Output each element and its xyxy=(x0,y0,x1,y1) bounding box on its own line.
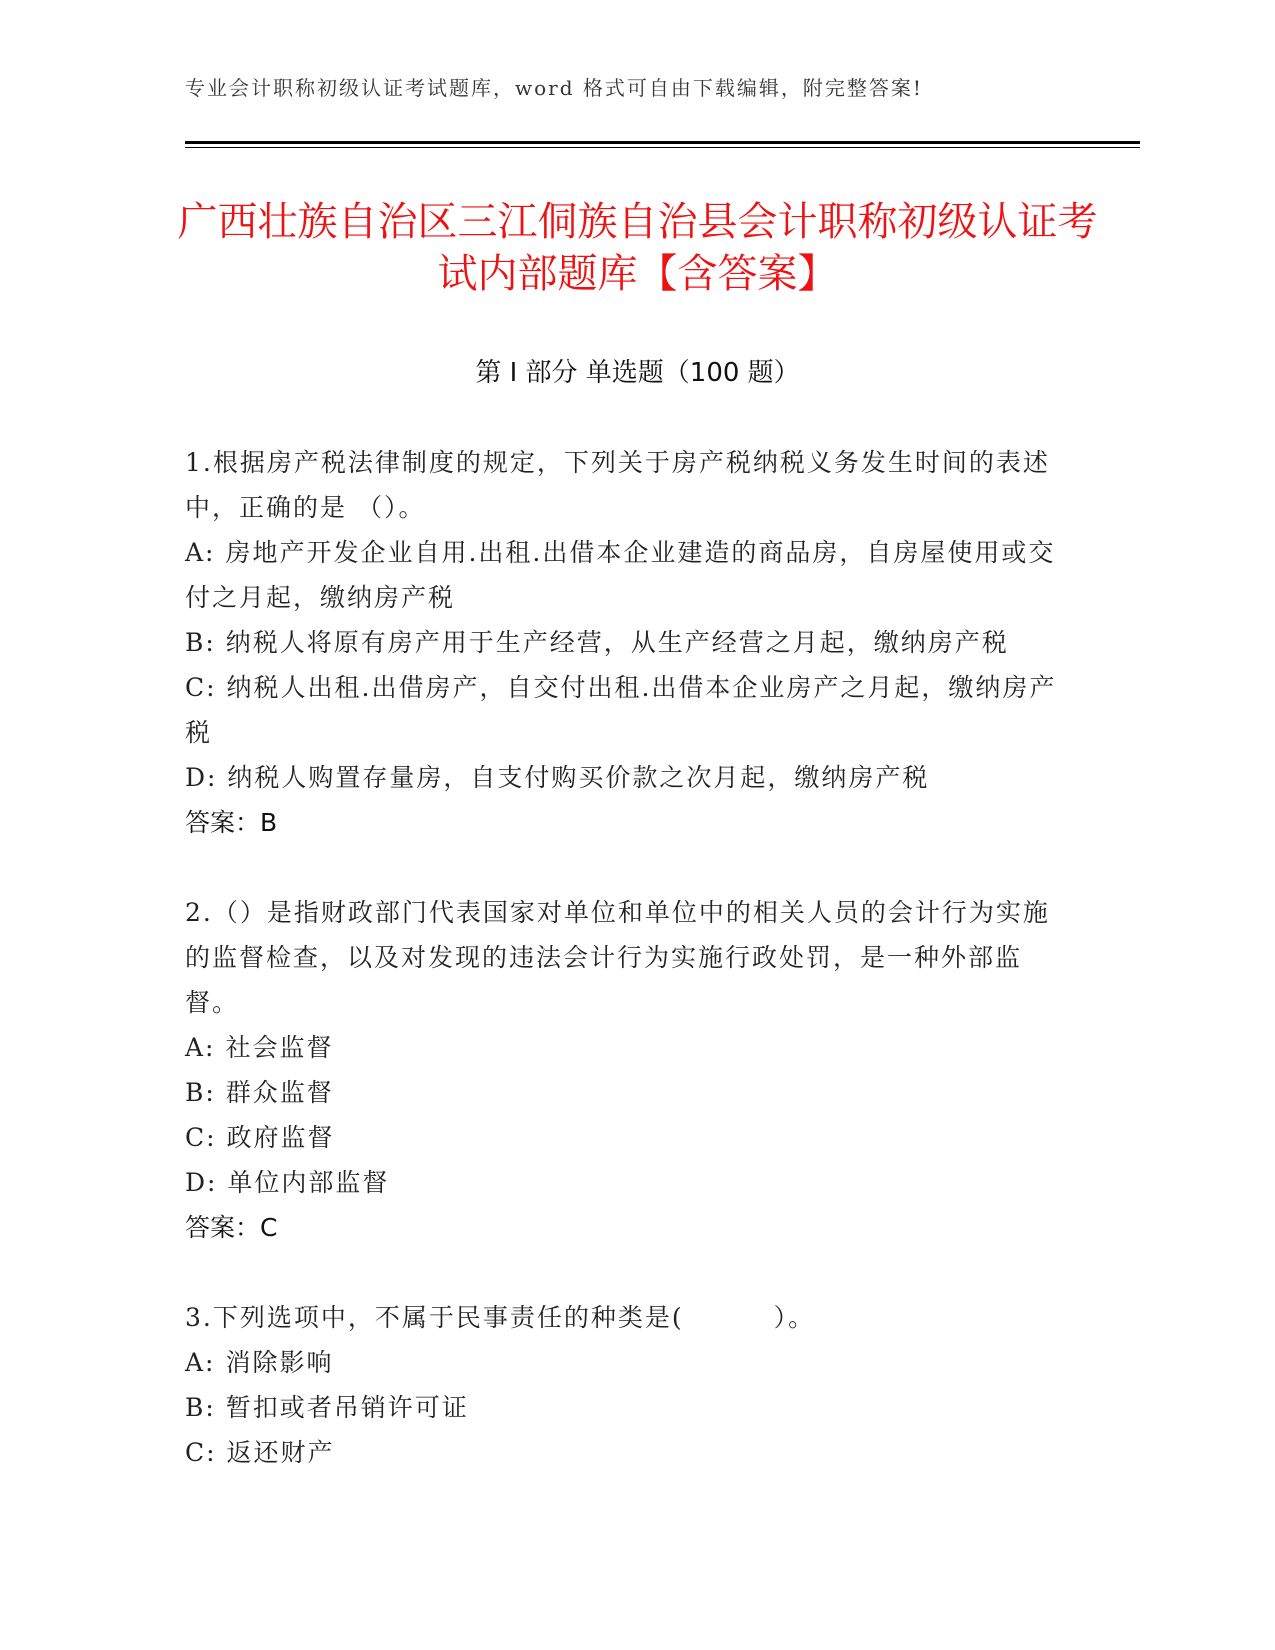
document-title: 广西壮族自治区三江侗族自治县会计职称初级认证考试内部题库【含答案】 xyxy=(177,199,1098,297)
option-text: 政府监督 xyxy=(226,1123,335,1152)
option-text: 消除影响 xyxy=(225,1348,334,1377)
option-text: 纳税人购置存量房，自支付购买价款之次月起，缴纳房产税 xyxy=(227,763,930,792)
question-2 xyxy=(185,890,1065,1250)
option-label: D: xyxy=(185,763,218,792)
header-rule-thin xyxy=(185,147,1140,148)
option-text: 纳税人出租.出借房产，自交付出租.出借本企业房产之月起，缴纳房产税 xyxy=(185,673,1057,747)
option-text: 纳税人将原有房产用于生产经营，从生产经营之月起，缴纳房产税 xyxy=(225,628,1009,657)
option-label: B: xyxy=(185,1078,216,1107)
option-a xyxy=(185,1340,1065,1385)
option-text: 返还财产 xyxy=(226,1438,335,1467)
answer: 答案：B xyxy=(185,808,278,837)
option-text: 社会监督 xyxy=(225,1033,334,1062)
question-stem xyxy=(185,1295,1065,1340)
option-b xyxy=(185,1385,1065,1430)
question-1 xyxy=(185,440,1065,845)
option-d xyxy=(185,755,1065,800)
option-a xyxy=(185,1025,1065,1070)
option-text: 房地产开发企业自用.出租.出借本企业建造的商品房，自房屋使用或交付之月起，缴纳房产税 xyxy=(185,538,1056,612)
question-stem: 2.（）是指财政部门代表国家对单位和单位中的相关人员的会计行为实施的监督检查，以及对发现的违法会计行为实施行政处罚，是一种外部监督。 xyxy=(185,898,1050,1017)
option-c xyxy=(185,1430,1065,1475)
option-label: B: xyxy=(185,628,216,657)
option-text: 单位内部监督 xyxy=(227,1168,390,1197)
option-c xyxy=(185,665,1065,755)
header-note: 专业会计职称初级认证考试题库，word 格式可自由下载编辑，附完整答案! xyxy=(185,76,923,100)
option-label: C: xyxy=(185,1123,217,1152)
option-c xyxy=(185,1115,1065,1160)
question-list xyxy=(185,440,1065,1520)
question-stem-start: 3.下列选项中，不属于民事责任的种类是( xyxy=(185,1303,684,1332)
section-title: 第 I 部分 单选题（100 题） xyxy=(475,358,800,388)
option-label: A: xyxy=(185,538,216,567)
header-rule-thick xyxy=(185,141,1140,144)
option-b xyxy=(185,620,1065,665)
option-label: C: xyxy=(185,1438,217,1467)
question-3 xyxy=(185,1295,1065,1475)
option-label: B: xyxy=(185,1393,216,1422)
option-text: 暂扣或者吊销许可证 xyxy=(225,1393,469,1422)
question-stem-end: ）。 xyxy=(773,1303,816,1332)
option-a xyxy=(185,530,1065,620)
question-stem: 1.根据房产税法律制度的规定，下列关于房产税纳税义务发生时间的表述中，正确的是 （）。 xyxy=(185,448,1050,522)
option-text: 群众监督 xyxy=(225,1078,334,1107)
option-b xyxy=(185,1070,1065,1115)
option-label: A: xyxy=(185,1348,216,1377)
answer: 答案：C xyxy=(185,1213,278,1242)
option-label: A: xyxy=(185,1033,216,1062)
option-label: C: xyxy=(185,673,217,702)
option-label: D: xyxy=(185,1168,218,1197)
option-d xyxy=(185,1160,1065,1205)
